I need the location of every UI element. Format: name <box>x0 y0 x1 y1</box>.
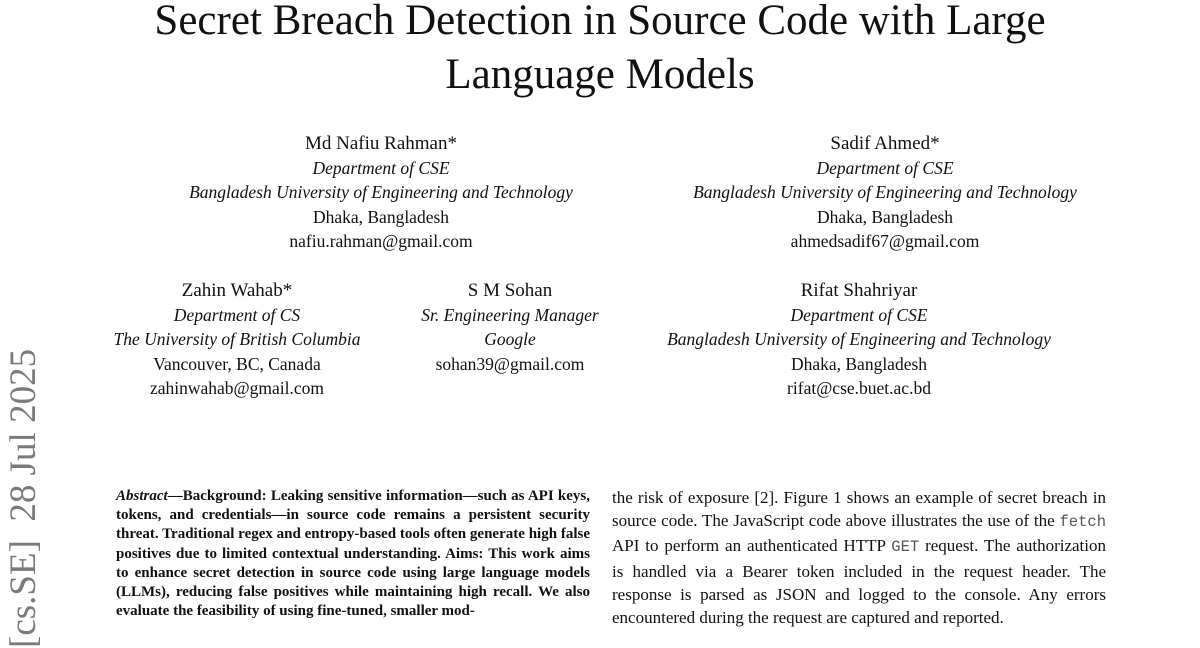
author-block-2 <box>693 132 1077 253</box>
title-line-2: Language Models <box>445 51 755 98</box>
author-department: Department of CSE <box>816 158 954 179</box>
author-name: Zahin Wahab* <box>181 280 293 301</box>
author-name: Rifat Shahriyar <box>800 280 918 301</box>
author-location: Dhaka, Bangladesh <box>790 353 928 374</box>
author-block-1 <box>189 132 573 253</box>
author-block-4 <box>421 279 598 376</box>
author-block-5 <box>667 279 1051 400</box>
author-department: Department of CSE <box>790 305 928 326</box>
author-location: Dhaka, Bangladesh <box>816 206 954 227</box>
author-name: Md Nafiu Rahman* <box>305 133 457 154</box>
author-email: sohan39@gmail.com <box>435 353 585 374</box>
body-text-part: the risk of exposure [2]. Figure 1 shows an example of secret breach in source code. The JavaScript code above illustrates the use of the <box>612 488 1106 531</box>
author-department: Department of CS <box>173 305 301 326</box>
author-email: rifat@cse.buet.ac.bd <box>787 377 931 398</box>
body-paragraph <box>612 486 1106 629</box>
author-institution: Bangladesh University of Engineering and Technology <box>667 329 1051 350</box>
author-block-3 <box>114 279 361 400</box>
author-location: Dhaka, Bangladesh <box>312 206 450 227</box>
author-institution: Bangladesh University of Engineering and Technology <box>189 182 573 203</box>
abstract <box>116 487 590 621</box>
title-line-1: Secret Breach Detection in Source Code with Large <box>154 0 1046 44</box>
author-name: Sadif Ahmed* <box>830 133 940 154</box>
author-department: Department of CSE <box>312 158 450 179</box>
author-institution: Google <box>484 329 536 350</box>
author-email: ahmedsadif67@gmail.com <box>790 230 980 251</box>
inline-code-fetch: fetch <box>1059 513 1106 532</box>
arxiv-date: 28 Jul 2025 <box>3 348 44 522</box>
author-location: Vancouver, BC, Canada <box>153 353 321 374</box>
author-institution: Bangladesh University of Engineering and Technology <box>693 182 1077 203</box>
abstract-label: Abstract <box>116 488 168 504</box>
body-text-part: API to perform an authenticated HTTP <box>612 536 892 556</box>
author-institution: The University of British Columbia <box>113 329 361 350</box>
arxiv-side-stamp <box>2 328 46 648</box>
author-department: Sr. Engineering Manager <box>421 305 599 326</box>
abstract-text: —Background: Leaking sensitive information—such as API keys, tokens, and credentials—in source code remains a persistent security threat. Traditional regex and entropy-based tools often generate high false positives due to limited contextual understanding. Aims: This work aims to enhance secret detection in source code using large language models (LLMs), reducing false positives while maintaining high recall. We also evaluate the feasibility of using fine-tuned, smaller mod- <box>116 488 590 620</box>
arxiv-category: [cs.SE] <box>3 540 44 648</box>
body-text-part: request. The authorization is handled via a Bearer token included in the request header. The response is parsed as JSON and logged to the console. Any errors encountered during the request are captured and reported. <box>612 536 1107 628</box>
author-email: zahinwahab@gmail.com <box>149 377 325 398</box>
paper-title <box>0 0 1200 102</box>
author-email: nafiu.rahman@gmail.com <box>289 230 473 251</box>
author-name: S M Sohan <box>467 280 553 301</box>
inline-code-get: GET <box>891 538 920 557</box>
